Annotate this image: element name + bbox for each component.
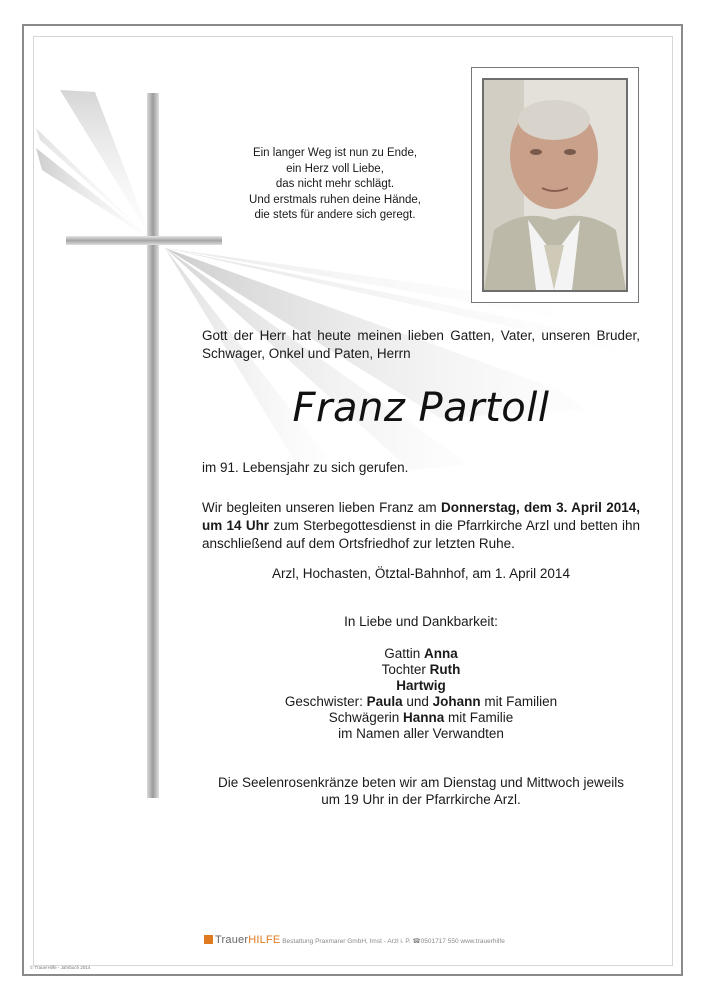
relation-suffix: mit Familien — [480, 694, 558, 709]
poem-line: die stets für andere sich geregt. — [254, 209, 416, 221]
mourner-partner — [202, 678, 640, 694]
cross-vertical-beam — [147, 93, 159, 798]
mourner-wife — [202, 646, 640, 662]
relation-label: Schwägerin — [328, 710, 403, 725]
cross-horizontal-beam — [66, 236, 222, 245]
thanks-heading: In Liebe und Dankbarkeit: — [344, 614, 498, 629]
poem-line: ein Herz voll Liebe, — [286, 162, 384, 175]
portrait-frame — [471, 67, 639, 303]
mourner-name: Paula — [366, 694, 403, 709]
mourner-name: Ruth — [429, 662, 461, 677]
funeral-date: Donnerstag, dem 3. April 2014, um 14 Uhr — [202, 500, 641, 533]
relation-label: Tochter — [381, 662, 430, 677]
website: www.trauerhilfe — [460, 938, 505, 945]
mourner-name: Anna — [424, 646, 458, 661]
mourner-sister-in-law — [202, 710, 640, 726]
relation-label: Geschwister: — [284, 694, 367, 709]
brand-name — [215, 934, 280, 946]
mourners-list — [202, 646, 640, 742]
brand-part: HILFE — [248, 934, 281, 946]
mourner-siblings — [202, 694, 640, 710]
funeral-text-part: zum Sterbegottesdienst in die Pfarrkirche Arzl und betten ihn anschließend auf dem Ortsfriedhof zur letzten Ruhe. — [202, 518, 640, 551]
relation-suffix: mit Familie — [444, 710, 514, 725]
rosary-line: um 19 Uhr in der Pfarrkirche Arzl. — [321, 792, 521, 807]
relation-label: Gattin — [384, 646, 425, 661]
mourner-name: Hartwig — [396, 678, 446, 693]
funeral-text-part: Wir begleiten unseren lieben Franz am — [202, 500, 441, 515]
mourner-name: Hanna — [403, 710, 445, 725]
intro-text: Gott der Herr hat heute meinen lieben Gatten, Vater, unseren Bruder, Schwager, Onkel und Paten, Herrn — [202, 328, 640, 361]
mourner-relatives: im Namen aller Verwandten — [338, 726, 504, 741]
phone-number: 0501717 550 — [420, 938, 459, 945]
brand-part: Trauer — [215, 934, 249, 946]
mourner-daughter — [202, 662, 640, 678]
poem-line: Ein langer Weg ist nun zu Ende, — [252, 147, 418, 159]
copyright-note: © TrauerHilfe - Jahrbuch 2014 — [30, 965, 91, 970]
poem — [220, 146, 450, 224]
portrait-photo — [482, 78, 628, 292]
age-text: im 91. Lebensjahr zu sich gerufen. — [202, 460, 409, 475]
conjunction: und — [402, 694, 433, 709]
footer-imprint — [204, 934, 505, 946]
rosary-notice — [202, 774, 640, 808]
trauerhilfe-logo-icon — [204, 935, 213, 944]
phone-icon: ☎ — [412, 938, 421, 945]
poem-line: das nicht mehr schlägt. — [275, 178, 395, 190]
rosary-line: Die Seelenrosenkränze beten wir am Dienstag und Mittwoch jeweils — [218, 775, 624, 790]
mourner-name: Johann — [432, 694, 481, 709]
poem-line: Und erstmals ruhen deine Hände, — [249, 193, 421, 206]
portrait-illustration — [484, 80, 626, 290]
deceased-name: Franz Partoll — [292, 385, 550, 431]
company-name: Bestattung Praxmarer GmbH, Imst - Arzl i. P. — [282, 938, 411, 945]
funeral-text — [202, 499, 640, 553]
place-date: Arzl, Hochasten, Ötztal-Bahnhof, am 1. April 2014 — [272, 566, 570, 581]
